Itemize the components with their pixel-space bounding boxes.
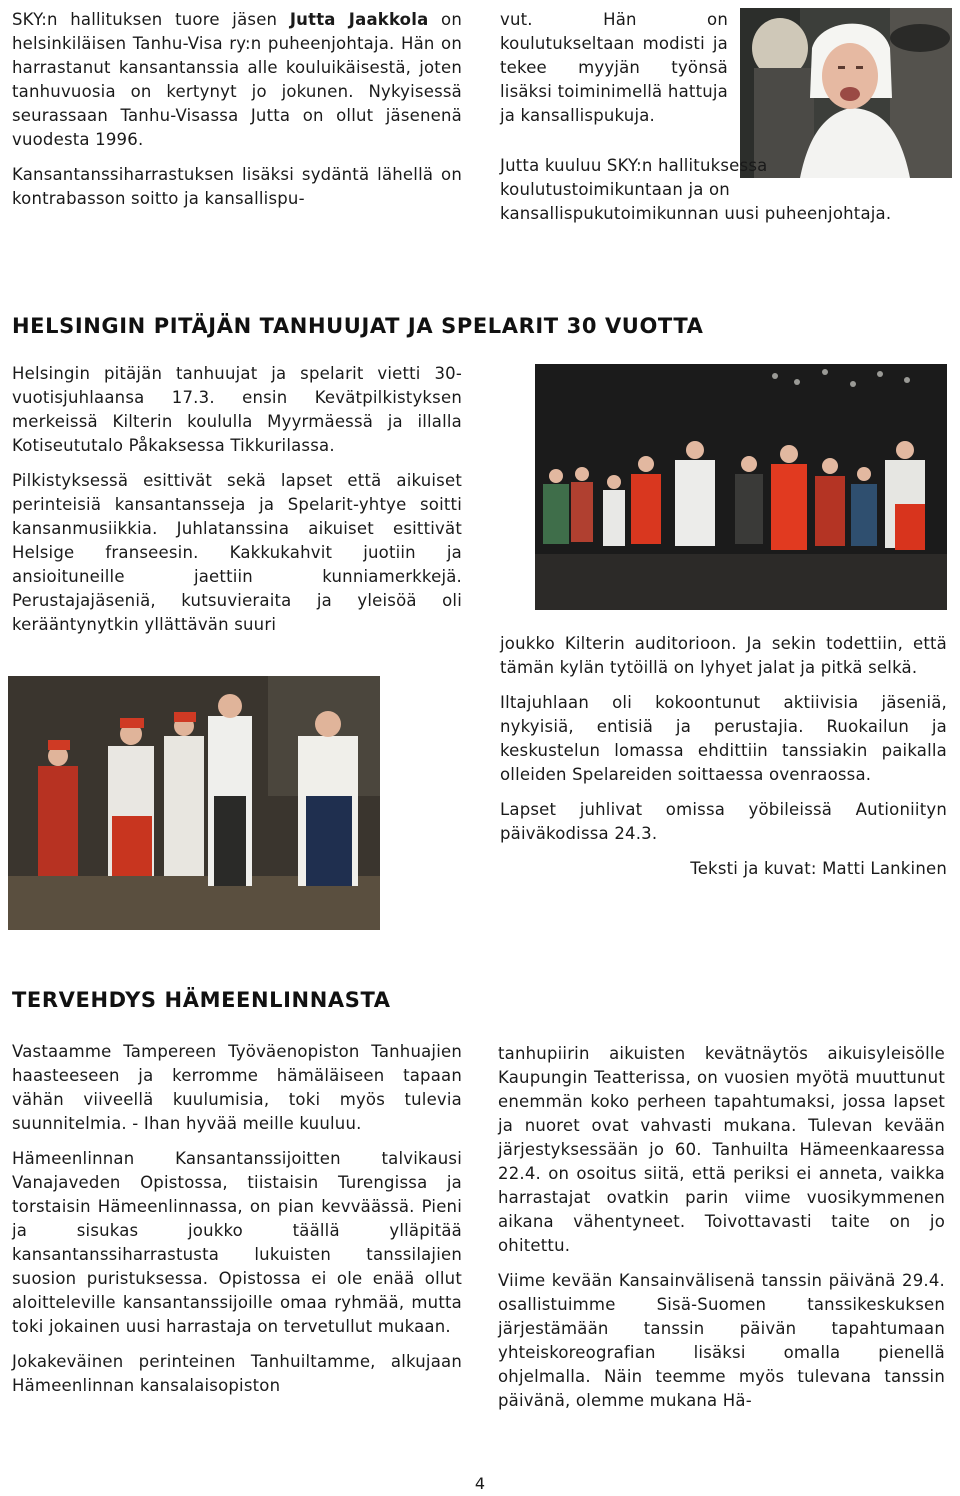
paragraph: Lapset juhlivat omissa yöbileissä Autioniityn päiväkodissa 24.3. <box>500 800 947 843</box>
dance-photo-children <box>535 364 947 610</box>
paragraph: Iltajuhlaan oli kokoontunut aktiivisia jäseniä, nykyisiä, entisiä ja perustajia. Ruokailun ja keskustelun lomassa ehdittiin tanssiakin paikalla olleiden Spelareiden soittaessa ovenraossa. <box>500 693 947 784</box>
section-heading: HELSINGIN PITÄJÄN TANHUUJAT JA SPELARIT 30 VUOTTA <box>12 314 704 338</box>
section3-right-column <box>498 1042 945 1424</box>
section1-left-column <box>12 8 462 222</box>
photo-credit: Teksti ja kuvat: Matti Lankinen <box>690 859 947 878</box>
section1-right-column <box>500 8 728 128</box>
section2-right-column <box>500 632 947 892</box>
paragraph: tanhupiirin aikuisten kevätnäytös aikuisyleisölle Kaupungin Teatterissa, on vuosien myötä muuttunut enemmän koko perheen tapahtumaksi, jossa lapset ja nuoret ovat vahvasti mukana. Tulevan kevään järjestyksessään jo 60. Tanhuilta Hämeenkaaressa 22.4. on osoitus siitä, että periksi ei anneta, vaikka harrastajat ovatkin parin viime vuosikymmenen aikana vähentyneet. Toivottavasti taite on jo ohitettu. <box>498 1044 945 1255</box>
paragraph: Viime kevään Kansainvälisenä tanssin päivänä 29.4. osallistuimme Sisä-Suomen tanssikeskuksen järjestämään tanssin päivän tapahtumaan yhteiskoreografian lisäksi omalla pienellä ohjelmalla. Näin teemme myös tulevana tanssin päivänä, olemme mukana Hä- <box>498 1271 945 1410</box>
paragraph: SKY:n hallituksen tuore jäsen Jutta Jaakkola on helsinkiläisen Tanhu-Visa ry:n puheenjohtaja. Hän on harrastanut kansantanssia alle kouluikäisestä, joten tanhuvuosia on kertynyt jo jokunen. Nykyisessä seurassaan Tanhu-Visassa Jutta on ollut jäsenenä vuodesta 1996. <box>12 10 462 149</box>
paragraph: vut. Hän on koulutukseltaan modisti ja tekee myyjän työnsä lisäksi toiminimellä hattuja ja kansallispukuja. <box>500 10 728 125</box>
portrait-photo <box>740 8 952 178</box>
page-number: 4 <box>474 1474 486 1493</box>
section1-right-bottom <box>500 154 950 237</box>
section2-left-column <box>12 362 462 648</box>
paragraph: joukko Kilterin auditorioon. Ja sekin todettiin, että tämän kylän tytöillä on lyhyet jalat ja pitkä selkä. <box>500 634 947 677</box>
dance-photo-adults <box>8 676 380 930</box>
paragraph: Pilkistyksessä esittivät sekä lapset että aikuiset perinteisiä kansantansseja ja Spelarit-yhtye soitti kansanmusiikkia. Juhlatanssina aikuiset esittivät Helsige franseesin. Kakkukahvit juotiin ja ansioituneille jaettiin kunniamerkkejä. Perustajajäseniä, kutsuvieraita ja yleisöä oli kerääntynytkin yllättävän suuri <box>12 471 462 634</box>
paragraph: Vastaamme Tampereen Työväenopiston Tanhuajien haasteeseen ja kerromme hämäläiseen tapaan vähän viiveellä kuulumisia, toki myös tulevia suunnitelmia. - Ihan hyvää meille kuuluu. <box>12 1042 462 1133</box>
paragraph: Jokakeväinen perinteinen Tanhuiltamme, alkujaan Hämeenlinnan kansalaisopiston <box>12 1352 462 1395</box>
paragraph: Helsingin pitäjän tanhuujat ja spelarit vietti 30-vuotisjuhlaansa 17.3. ensin Kevätpilkistyksen merkeissä Kilterin koululla Myyrmäessä ja illalla Kotiseututalo Påkaksessa Tikkurilassa. <box>12 364 462 455</box>
paragraph: Hämeenlinnan Kansantanssijoitten talvikausi Vanajaveden Opistossa, tiistaisin Turengissa ja torstaisin Hämeenlinnassa, on pian kevväässä. Pieni ja sisukas joukko täällä ylläpitää kansantanssiharrastusta lukuisten tanssilajien suosion puristuksessa. Opistossa ei ole enää ollut aloitteleville kansantanssijoille omaa ryhmää, mutta toki jokainen uusi harrastaja on tervetullut mukaan. <box>12 1149 462 1336</box>
portrait-image <box>740 8 952 178</box>
dance-image-children <box>535 364 947 610</box>
person-name: Jutta Jaakkola <box>289 10 429 29</box>
paragraph: Kansantanssiharrastuksen lisäksi sydäntä lähellä on kontrabasson soitto ja kansallispu- <box>12 165 462 208</box>
section-heading: TERVEHDYS HÄMEENLINNASTA <box>12 988 391 1012</box>
paragraph: Jutta kuuluu SKY:n hallituksessa koulutustoimikuntaan ja on kansallispukutoimikunnan uusi puheenjohtaja. <box>500 156 892 223</box>
dance-image-adults <box>8 676 380 930</box>
section3-left-column <box>12 1040 462 1409</box>
